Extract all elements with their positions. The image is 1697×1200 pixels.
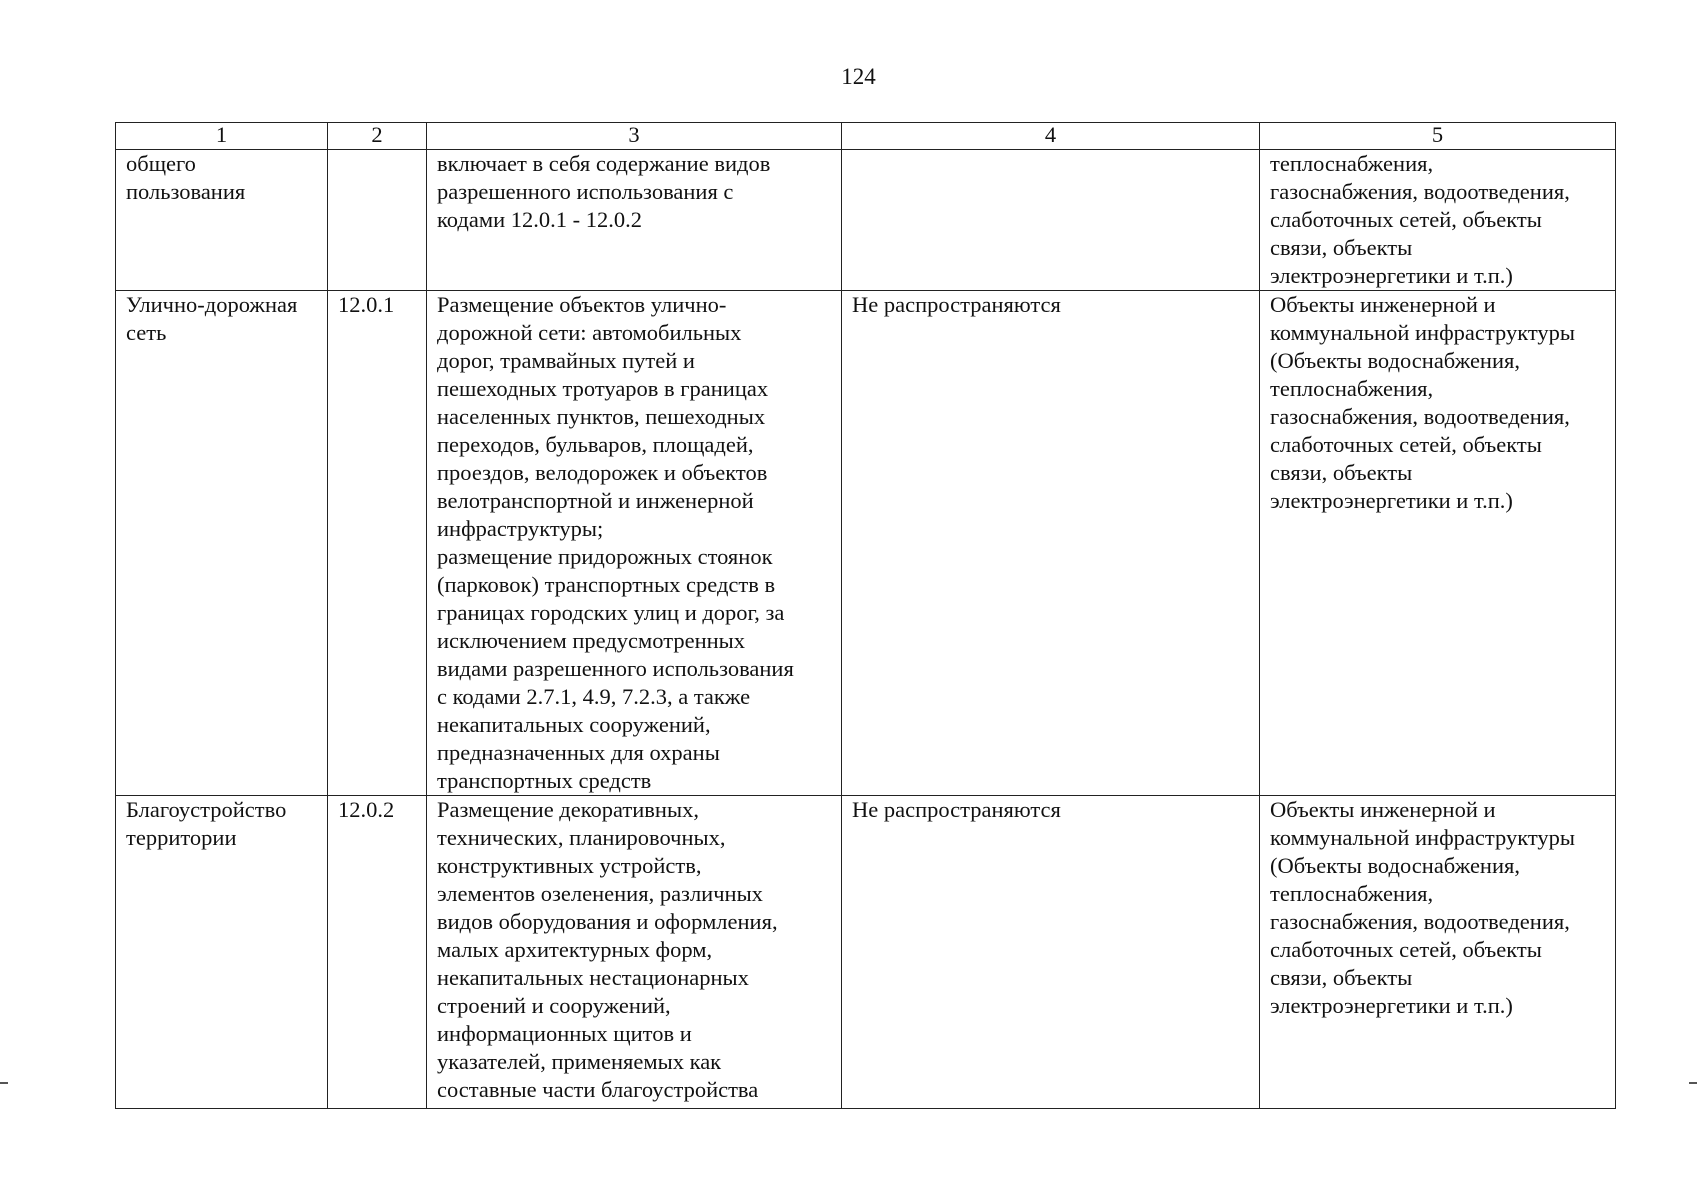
column-header-2: 2 — [328, 123, 427, 150]
table-row — [116, 796, 1616, 1109]
land-use-table — [115, 122, 1616, 1109]
use-type-code: 12.0.1 — [328, 291, 427, 796]
page-number: 124 — [841, 64, 876, 89]
table-row — [116, 150, 1616, 291]
right-margin-mark — [1689, 1082, 1697, 1084]
use-type-name: Благоустройство территории — [116, 796, 328, 1109]
column-header-4: 4 — [842, 123, 1260, 150]
table-row — [116, 291, 1616, 796]
column-header-3: 3 — [427, 123, 842, 150]
use-type-code: 12.0.2 — [328, 796, 427, 1109]
auxiliary-uses: теплоснабжения, газоснабжения, водоотведения, слаботочных сетей, объекты связи, объекты электроэнергетики и т.п.) — [1260, 150, 1616, 291]
use-type-code — [328, 150, 427, 291]
use-type-description: Размещение декоративных, технических, планировочных, конструктивных устройств, элементов озеленения, различных видов оборудования и оформления, малых архитектурных форм, некапитальных нестационарных строений и сооружений, информационных щитов и указателей, применяемых как составные части благоустройства — [427, 796, 842, 1109]
column-number-row — [116, 123, 1616, 150]
column-header-1: 1 — [116, 123, 328, 150]
left-margin-mark — [0, 1082, 8, 1084]
use-type-parameters: Не распространяются — [842, 796, 1260, 1109]
use-type-description: Размещение объектов улично- дорожной сети: автомобильных дорог, трамвайных путей и пешеходных тротуаров в границах населенных пунктов, пешеходных переходов, бульваров, площадей, проездов, велодорожек и объектов велотранспортной и инженерной инфраструктуры; размещение придорожных стоянок (парковок) транспортных средств в границах городских улиц и дорог, за исключением предусмотренных видами разрешенного использования с кодами 2.7.1, 4.9, 7.2.3, а также некапитальных сооружений, предназначенных для охраны транспортных средств — [427, 291, 842, 796]
auxiliary-uses: Объекты инженерной и коммунальной инфраструктуры (Объекты водоснабжения, теплоснабжения, газоснабжения, водоотведения, слаботочных сетей, объекты связи, объекты электроэнергетики и т.п.) — [1260, 796, 1616, 1109]
use-type-name: Улично-дорожная сеть — [116, 291, 328, 796]
use-type-parameters — [842, 150, 1260, 291]
use-type-parameters: Не распространяются — [842, 291, 1260, 796]
use-type-description: включает в себя содержание видов разрешенного использования с кодами 12.0.1 - 12.0.2 — [427, 150, 842, 291]
auxiliary-uses: Объекты инженерной и коммунальной инфраструктуры (Объекты водоснабжения, теплоснабжения, газоснабжения, водоотведения, слаботочных сетей, объекты связи, объекты электроэнергетики и т.п.) — [1260, 291, 1616, 796]
use-type-name: общего пользования — [116, 150, 328, 291]
column-header-5: 5 — [1260, 123, 1616, 150]
